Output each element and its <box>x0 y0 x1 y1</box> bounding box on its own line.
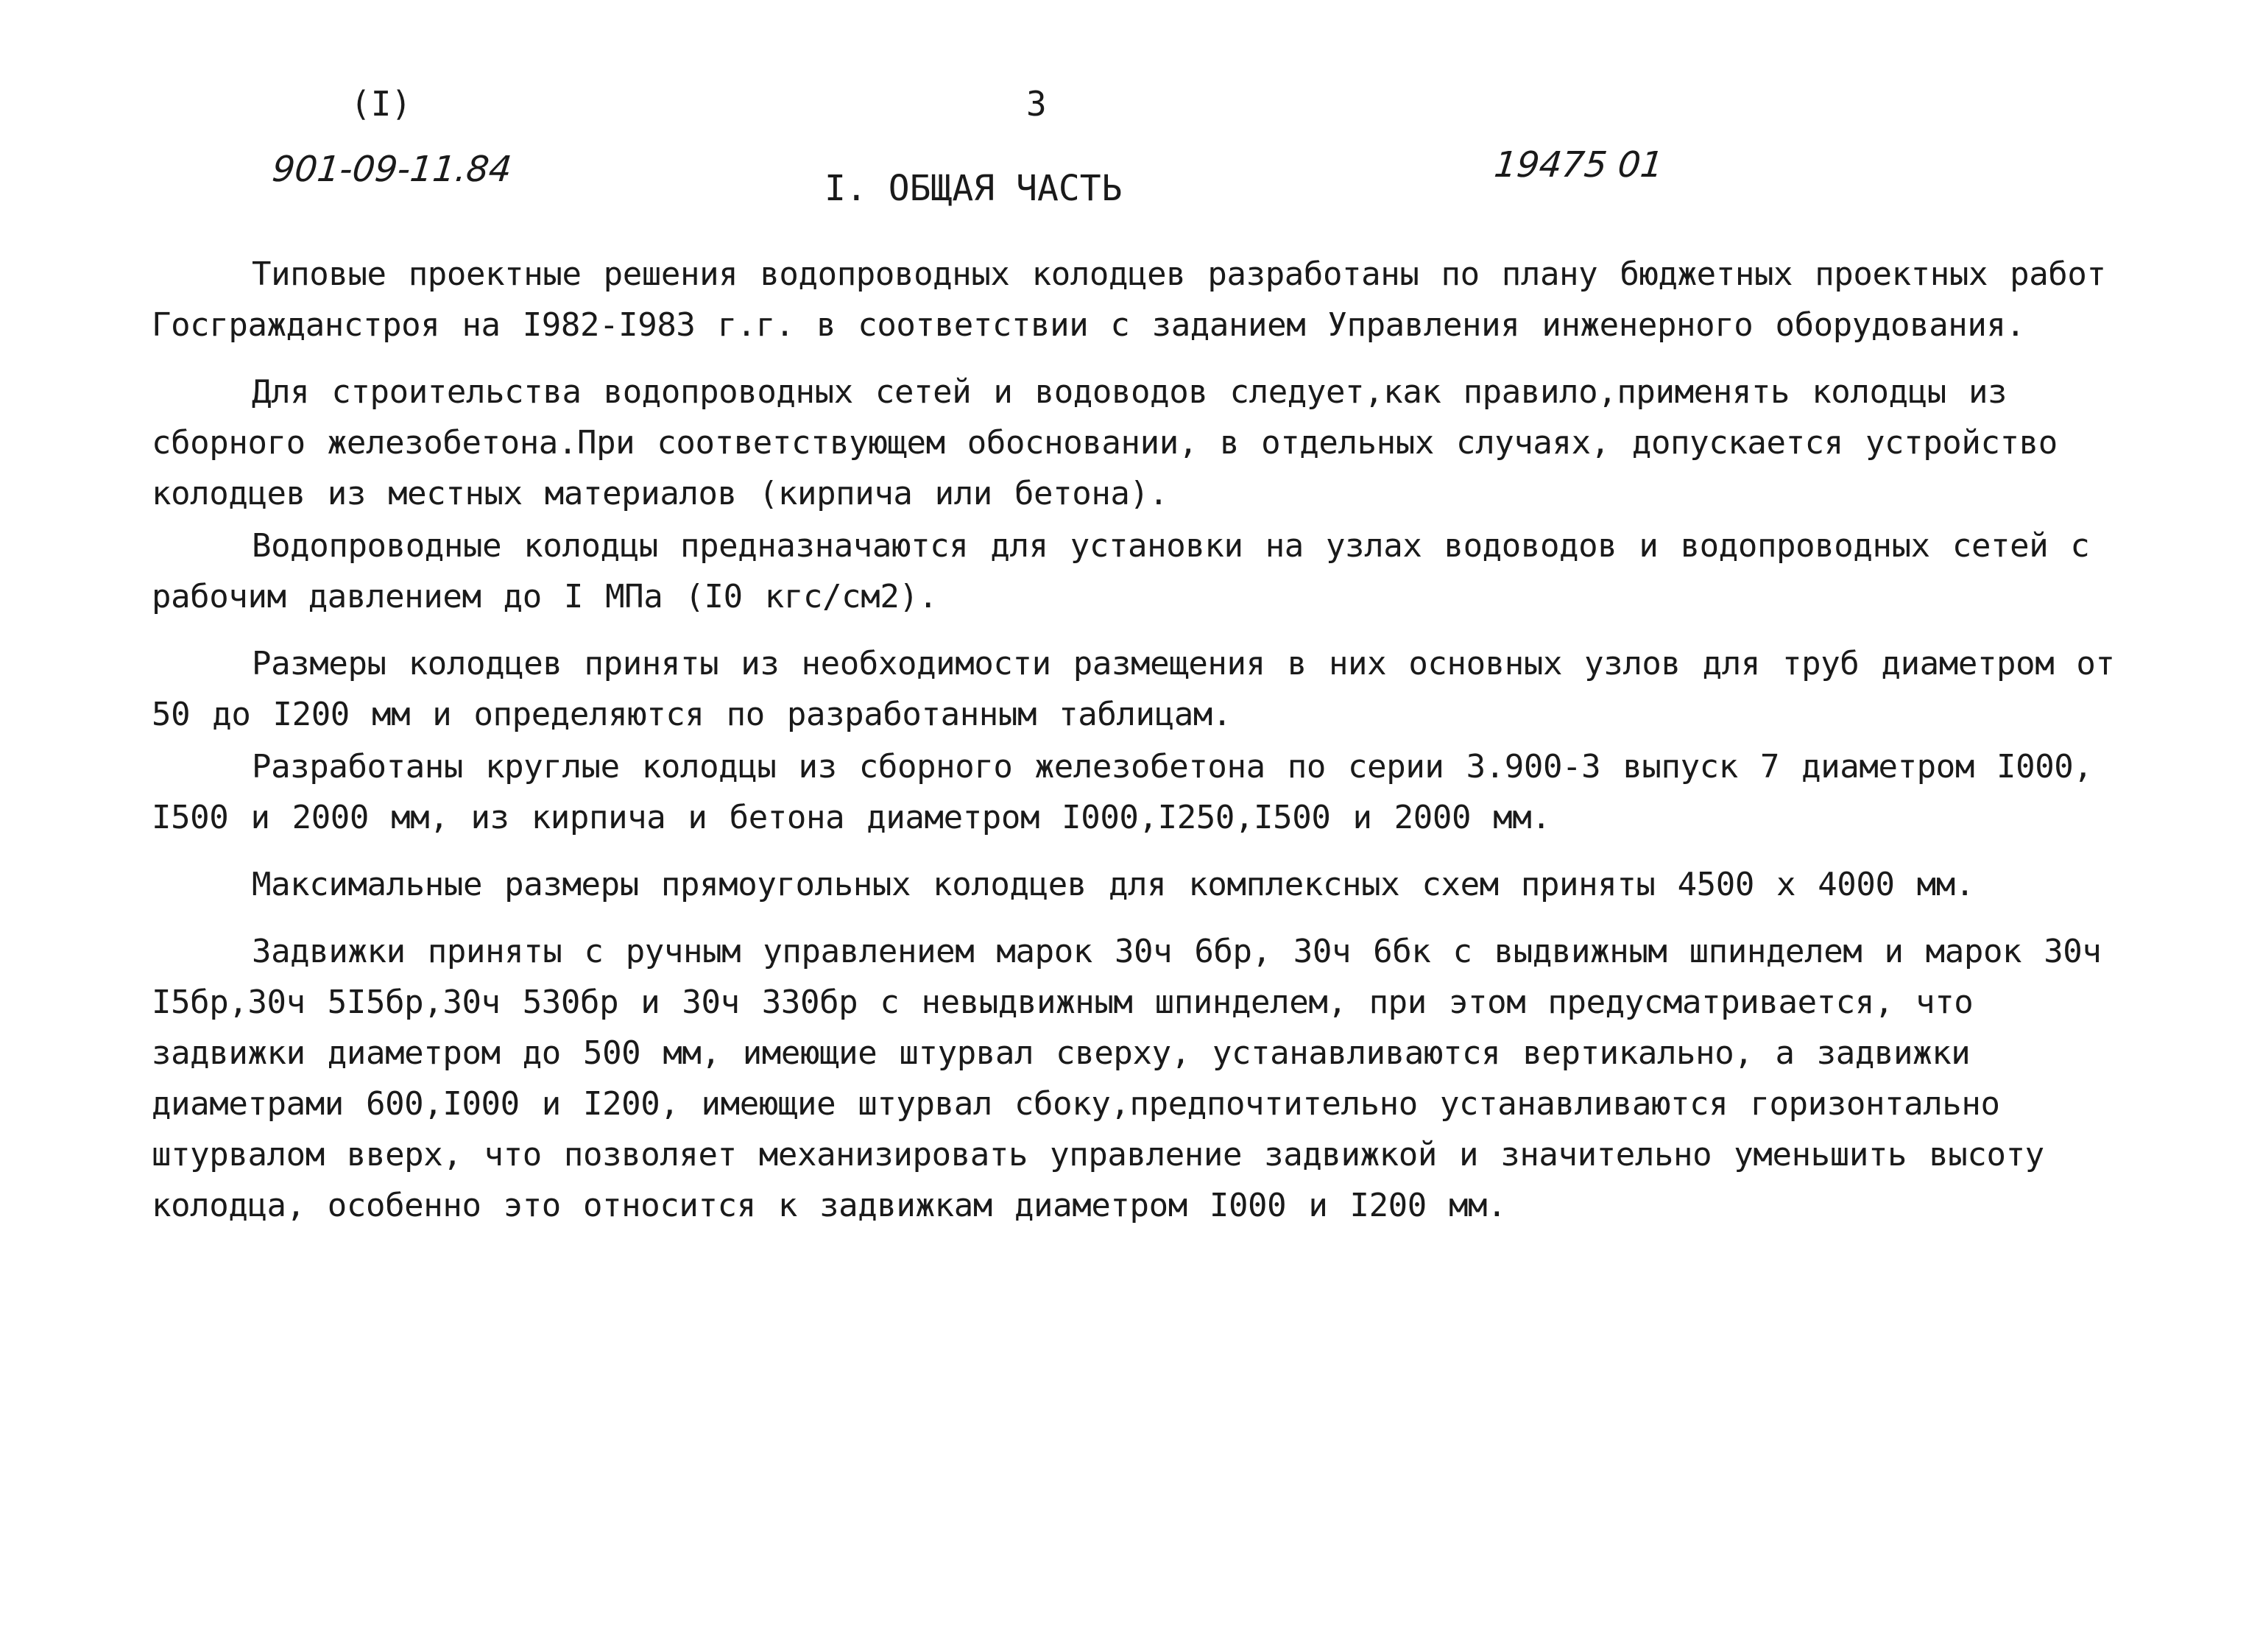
inventory-number: 19475 01 <box>1492 144 1665 186</box>
page-number: 3 <box>1026 84 1047 124</box>
paragraph-2: Для строительства водопроводных сетей и водоводов следует,как правило,применять колодцы из сборного железобетона.При соответствующем обосновании, в отдельных случаях, допускается устройство колодцев из местных материалов (кирпича или бетона). <box>152 373 2058 512</box>
paragraph-6: Максимальные размеры прямоугольных колодцев для комплексных схем приняты 4500 х 4000 мм. <box>252 866 1974 903</box>
section-title: I. ОБЩАЯ ЧАСТЬ <box>824 168 1123 209</box>
paragraph-3: Водопроводные колодцы предназначаются для установки на узлах водоводов и водопроводных сетей с рабочим давлением до I МПа (I0 кгс/см2). <box>152 527 2090 615</box>
paragraph-5: Разработаны круглые колодцы из сборного железобетона по серии 3.900-3 выпуск 7 диаметром I000, I500 и 2000 мм, из кирпича и бетона диаметром I000,I250,I500 и 2000 мм. <box>152 748 2093 836</box>
document-body <box>152 249 2139 1231</box>
sheet-mark: (I) <box>350 84 412 124</box>
paragraph-1: Типовые проектные решения водопроводных колодцев разработаны по плану бюджетных проектных работ Госгражданстроя на I982-I983 г.г. в соответствии с заданием Управления инженерного оборудования. <box>152 255 2106 344</box>
paragraph-4: Размеры колодцев приняты из необходимости размещения в них основных узлов для труб диаметром от 50 до I200 мм и определяются по разработанным таблицам. <box>152 645 2115 733</box>
document-code: 901-09-11.84 <box>270 149 514 190</box>
paragraph-7: Задвижки приняты с ручным управлением марок 30ч 6бр, 30ч 6бк с выдвижным шпинделем и марок 30ч I5бр,30ч 5I5бр,30ч 530бр и 30ч 330бр с невыдвижным шпинделем, при этом предусматривается, что задвижки диаметром до 500 мм, имеющие штурвал сверху, устанавливаются вертикально, а задвижки диаметрами 600,I000 и I200, имеющие штурвал сбоку,предпочтительно устанавливаются горизонтально штурвалом вверх, что позволяет механизировать управление задвижкой и значительно уменьшить высоту колодца, особенно это относится к задвижкам диаметром I000 и I200 мм. <box>152 933 2102 1224</box>
